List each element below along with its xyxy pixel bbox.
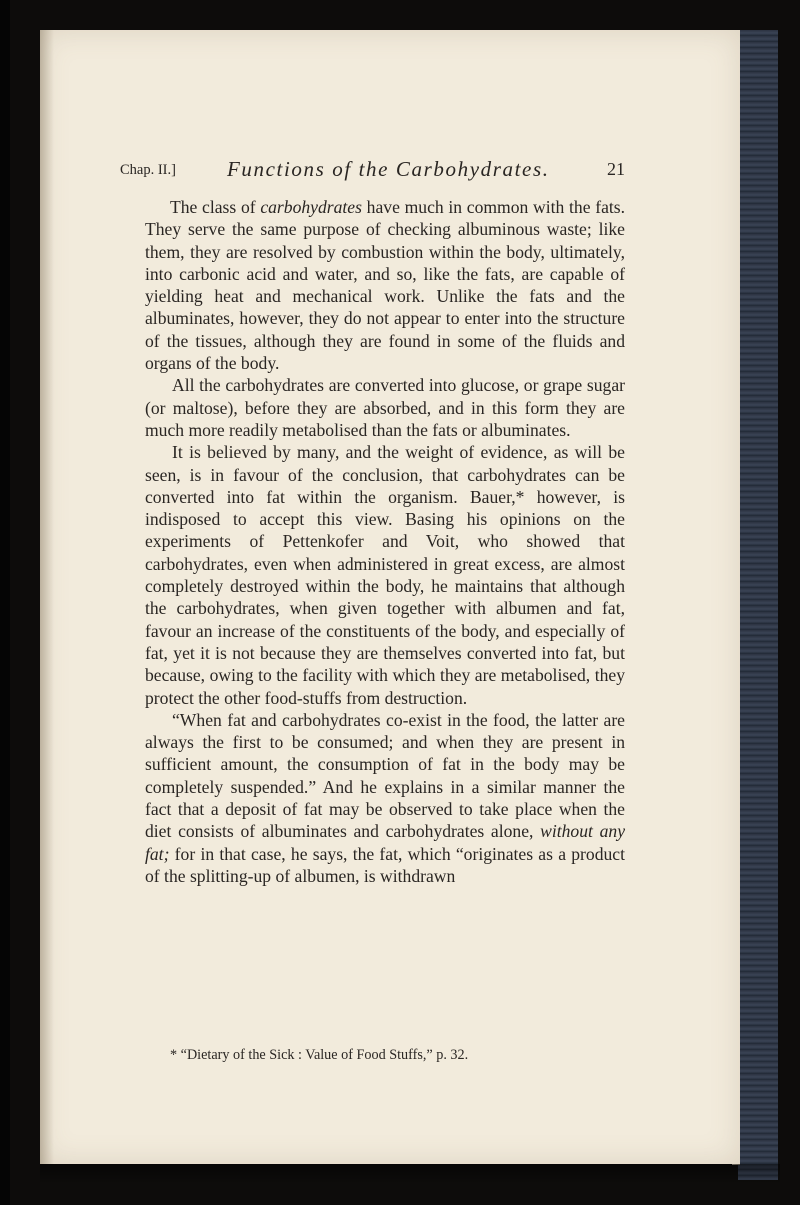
gutter-shadow xyxy=(40,30,54,1164)
paragraph-text: All the carbohydrates are converted into glucose, or grape sugar (or maltose), before they are absorbed, and in this form they are much more readily metabolised than the fats or albuminates. xyxy=(145,375,625,440)
chapter-label: Chap. II.] xyxy=(120,162,176,178)
running-head xyxy=(120,157,625,185)
footnote: * “Dietary of the Sick : Value of Food Stuffs,” p. 32. xyxy=(170,1047,469,1063)
page-bottom-shadow xyxy=(40,1164,780,1184)
italic-term: carbohydrates xyxy=(260,197,362,217)
page-number: 21 xyxy=(607,159,625,179)
paragraph-4 xyxy=(145,709,625,887)
paragraph-3 xyxy=(145,441,625,709)
paragraph-text: for in that case, he says, the fat, which “originates as a product of the splitting-up of albumen, is withdrawn xyxy=(145,843,625,886)
left-edge-background xyxy=(0,0,10,1205)
body-text xyxy=(145,196,625,887)
paragraph-text: The class of xyxy=(170,197,261,217)
italic-phrase: without any fat; xyxy=(145,821,625,864)
running-title: Functions of the Carbohydrates. xyxy=(227,157,550,181)
paragraph-text: It is believed by many, and the weight of evidence, as will be seen, is in favour of the conclusion, that carbohydrates can be converted into fat within the organism. Bauer,* however, is indisposed to accept this view. Basing his opinions on the experiments of Pettenkofer and Voit, who showed that carbohydrates, even when administered in great excess, are almost completely destroyed within the body, he maintains that although the carbohydrates, when given together with albumen and fat, favour an increase of the constituents of the body, and especially of fat, yet it is not because they are themselves converted into fat, but because, owing to the facility with which they are metabolised, they protect the other food-stuffs from destruction. xyxy=(145,442,625,708)
book-binding xyxy=(738,30,778,1180)
paragraph-text: have much in common with the fats. They serve the same purpose of checking albuminous waste; like them, they are resolved by combustion within the body, ultimately, into carbonic acid and water, and so, like the fats, are capable of yielding heat and mechanical work. Unlike the fats and the albuminates, however, they do not appear to enter into the structure of the tissues, although they are found in some of the fluids and organs of the body. xyxy=(145,197,626,374)
paragraph-2 xyxy=(145,374,625,441)
paragraph-text: “When fat and carbohydrates co-exist in the food, the latter are always the first to be consumed; and when they are present in sufficient amount, the consumption of fat in the body may be completely suspended.” And he explains in a similar manner the fact that a deposit of fat may be observed to take place when the diet consists of albuminates and carbohydrates alone, xyxy=(145,709,625,842)
paragraph-1 xyxy=(145,196,625,374)
